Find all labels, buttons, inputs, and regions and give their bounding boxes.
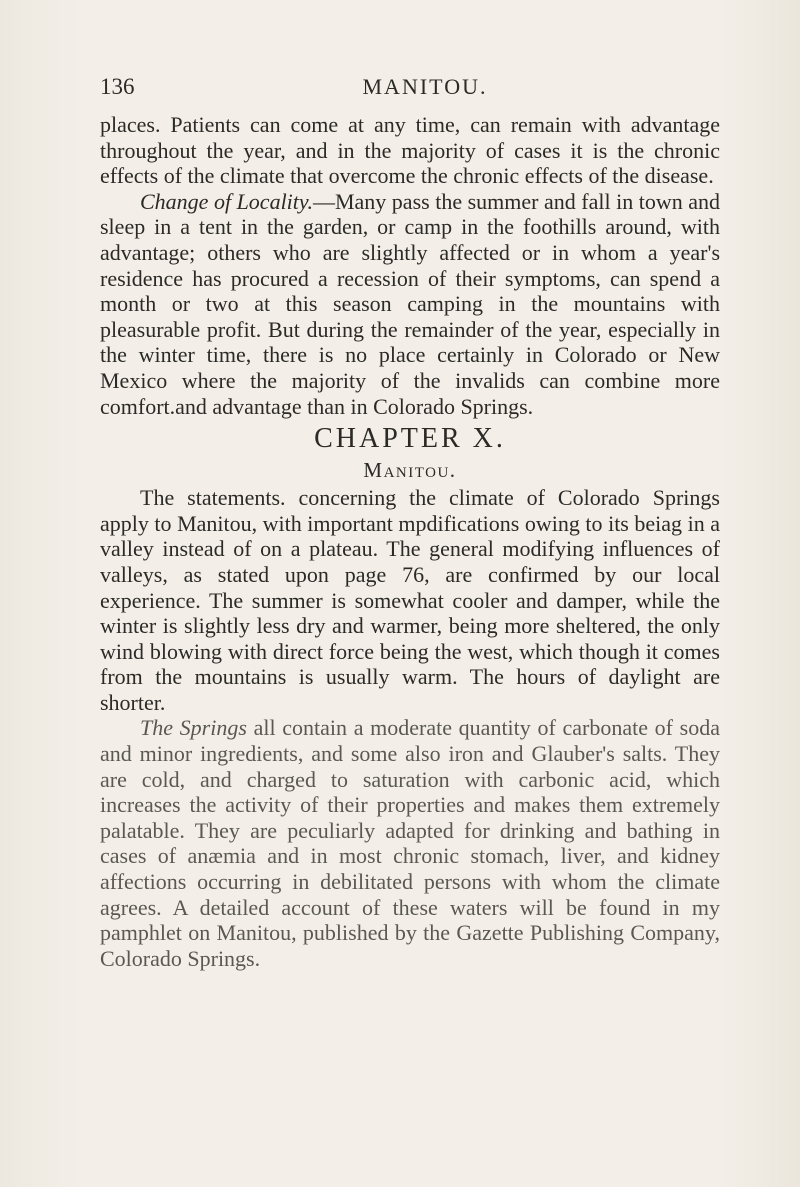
change-of-locality-body: —Many pass the summer and fall in town and sleep in a tent in the garden, or camp in the foothills around, with advantage; others who are slightly affected or in whom a year's residence has procured a recession of their symptoms, can spend a month or two at this season camping in the mountains with pleasurable profit. But during the remainder of the year, especially in the winter time, there is no place certainly in Colorado or New Mexico where the majority of the invalids can combine more comfort.and advantage than in Colorado Springs.	[100, 188, 720, 419]
paragraph-springs	[100, 715, 720, 971]
section-heading: Manitou.	[363, 458, 457, 483]
page-number: 136	[100, 74, 135, 99]
change-of-locality-title: Change of Locality.	[140, 188, 313, 214]
springs-title: The Springs	[140, 715, 247, 741]
page-header	[100, 74, 720, 104]
springs-body: all contain a moderate quantity of carbonate of soda and minor ingredients, and some also iron and Glauber's salts. They are cold, and charged to saturation with carbonic acid, which increases the activity of their properties and makes them extremely palatable. They are peculiarly adapted for drinking and bathing in cases of anæmia and in most chronic stomach, liver, and kidney affections occurring in debilitated persons with whom the climate agrees. A detailed account of these waters will be found in my pamphlet on Manitou, published by the Gazette Publishing Company, Colorado Springs.	[100, 715, 720, 971]
paragraph-continuation: places. Patients can come at any time, can remain with advantage throughout the year, and in the majority of cases it is the chronic effects of the climate that overcome the chronic effects of the disease.	[100, 112, 720, 189]
body-text	[100, 112, 720, 971]
paragraph-statements: The statements. concerning the climate of Colorado Springs apply to Manitou, with important mpdifications owing to its beiag in a valley instead of on a plateau. The general modifying influences of valleys, as stated upon page 76, are confirmed by our local experience. The summer is somewhat cooler and damper, while the winter is slightly less dry and warmer, being more sheltered, the only wind blowing with direct force being the west, which though it comes from the mountains is usually warm. The hours of daylight are shorter.	[100, 485, 720, 715]
running-title: MANITOU.	[362, 74, 488, 99]
chapter-heading: CHAPTER X.	[314, 423, 506, 455]
paragraph-change-of-locality	[100, 189, 720, 419]
